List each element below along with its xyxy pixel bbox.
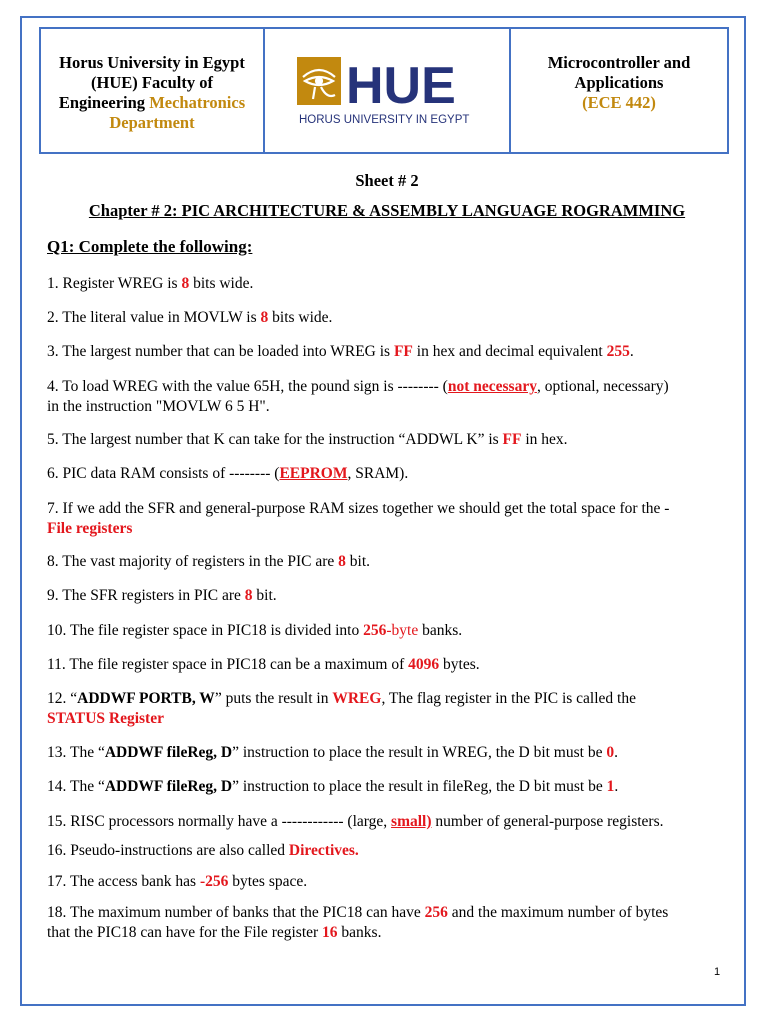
sheet-title: Sheet # 2 <box>355 171 419 190</box>
header-logo-cell <box>265 29 511 152</box>
list-item-9: 9. The SFR registers in PIC are 8 bit. <box>47 587 277 604</box>
hue-logo <box>297 55 477 131</box>
university-line-4: Department <box>109 113 195 132</box>
list-item-16: 16. Pseudo-instructions are also called Directives. <box>47 842 359 859</box>
list-item-3: 3. The largest number that can be loaded into WREG is FF in hex and decimal equivalent 255. <box>47 343 634 360</box>
list-item-2: 2. The literal value in MOVLW is 8 bits wide. <box>47 309 333 326</box>
question-heading: Q1: Complete the following: <box>47 237 253 256</box>
page-number: 1 <box>714 966 721 978</box>
chapter-title: Chapter # 2: PIC ARCHITECTURE & ASSEMBLY LANGUAGE ROGRAMMING <box>88 201 686 220</box>
logo-subtext: HORUS UNIVERSITY IN EGYPT <box>299 114 470 126</box>
course-code: (ECE 442) <box>582 93 656 112</box>
university-line-1: Horus University in Egypt <box>59 53 245 72</box>
header-course-cell <box>511 29 727 152</box>
logo-wordmark: HUE <box>346 57 456 115</box>
list-item-6: 6. PIC data RAM consists of -------- (EEPROM, SRAM). <box>47 465 409 482</box>
university-line-3: Engineering Mechatronics <box>58 93 246 112</box>
list-item-8: 8. The vast majority of registers in the PIC are 8 bit. <box>47 553 371 570</box>
list-item-14: 14. The “ADDWF fileReg, D” instruction to place the result in fileReg, the D bit must be 1. <box>47 778 619 795</box>
list-item-1: 1. Register WREG is 8 bits wide. <box>47 275 254 292</box>
course-line-1: Microcontroller and <box>547 53 691 72</box>
header-university-cell <box>41 29 265 152</box>
list-item-5: 5. The largest number that K can take for the instruction “ADDWL K” is FF in hex. <box>47 431 568 448</box>
list-item-17: 17. The access bank has -256 bytes space. <box>47 873 308 890</box>
list-item-15: 15. RISC processors normally have a ------------ (large, small) number of general-purpose registers. <box>47 813 664 830</box>
list-item-10: 10. The file register space in PIC18 is divided into 256-byte banks. <box>47 622 463 639</box>
list-item-13: 13. The “ADDWF fileReg, D” instruction to place the result in WREG, the D bit must be 0. <box>47 744 618 761</box>
course-line-2: Applications <box>574 73 664 92</box>
list-item-7: 7. If we add the SFR and general-purpose RAM sizes together we should get the total space for the - File registers <box>47 500 670 537</box>
university-line-2: (HUE) Faculty of <box>91 73 213 92</box>
list-item-4: 4. To load WREG with the value 65H, the pound sign is -------- (not necessary, optional, necessary) in the instruction "MOVLW 6 5 H". <box>47 378 669 415</box>
list-item-11: 11. The file register space in PIC18 can be a maximum of 4096 bytes. <box>47 656 480 673</box>
list-item-12: 12. “ADDWF PORTB, W” puts the result in WREG, The flag register in the PIC is called the STATUS Register <box>47 690 636 727</box>
list-item-18: 18. The maximum number of banks that the PIC18 can have 256 and the maximum number of bytes that the PIC18 can have for the File register 16 banks. <box>47 904 669 941</box>
document-header <box>39 27 729 154</box>
